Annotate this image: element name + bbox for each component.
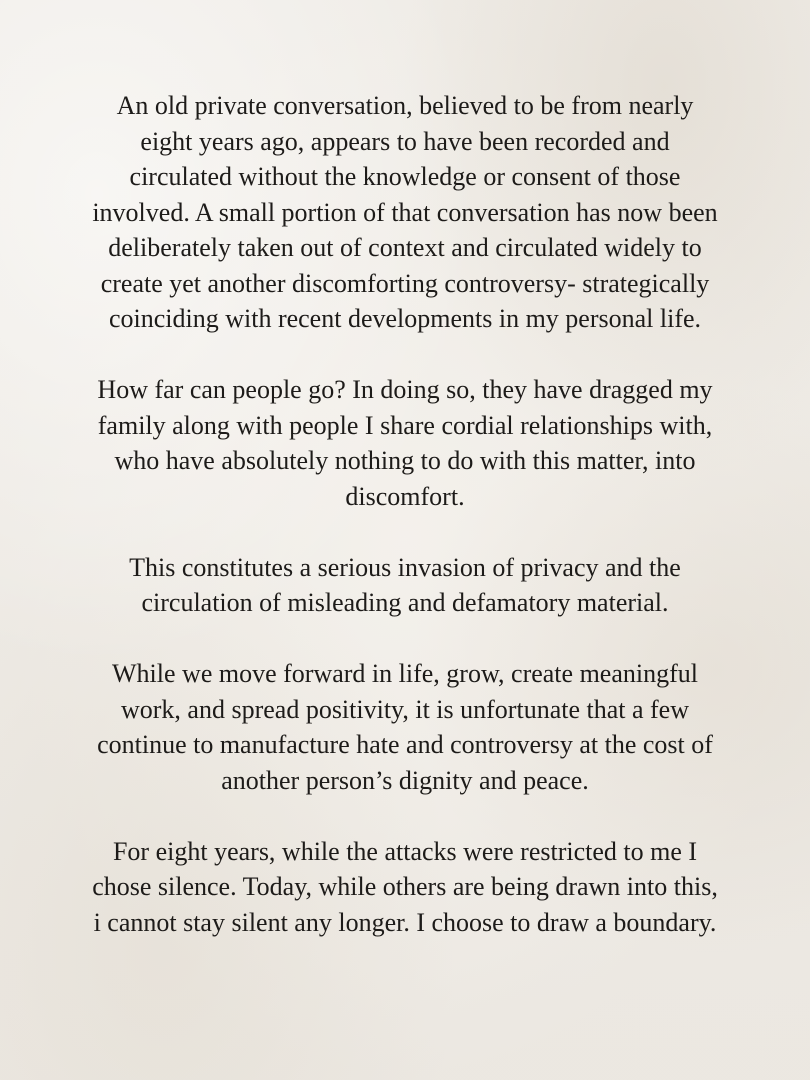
paragraph-3: This constitutes a serious invasion of privacy and the circulation of misleading and defamatory material. [129,552,681,617]
paragraph-5: For eight years, while the attacks were restricted to me I chose silence. Today, while others are being drawn into this, i cannot stay silent any longer. I choose to draw a boundary. [92,836,718,937]
statement-text [55,88,755,940]
paragraph-2: How far can people go? In doing so, they have dragged my family along with people I share cordial relationships with, who have absolutely nothing to do with this matter, into discomfort. [97,375,713,511]
paragraph-1: An old private conversation, believed to be from nearly eight years ago, appears to have been recorded and circulated without the knowledge or consent of those involved. A small portion of that conversation has now been deliberately taken out of context and circulated widely to create yet another discomforting controversy- strategically coinciding with recent developments in my personal life. [92,91,718,333]
paragraph-4: While we move forward in life, grow, create meaningful work, and spread positivity, it is unfortunate that a few continue to manufacture hate and controversy at the cost of another person’s dignity and peace. [97,659,713,795]
